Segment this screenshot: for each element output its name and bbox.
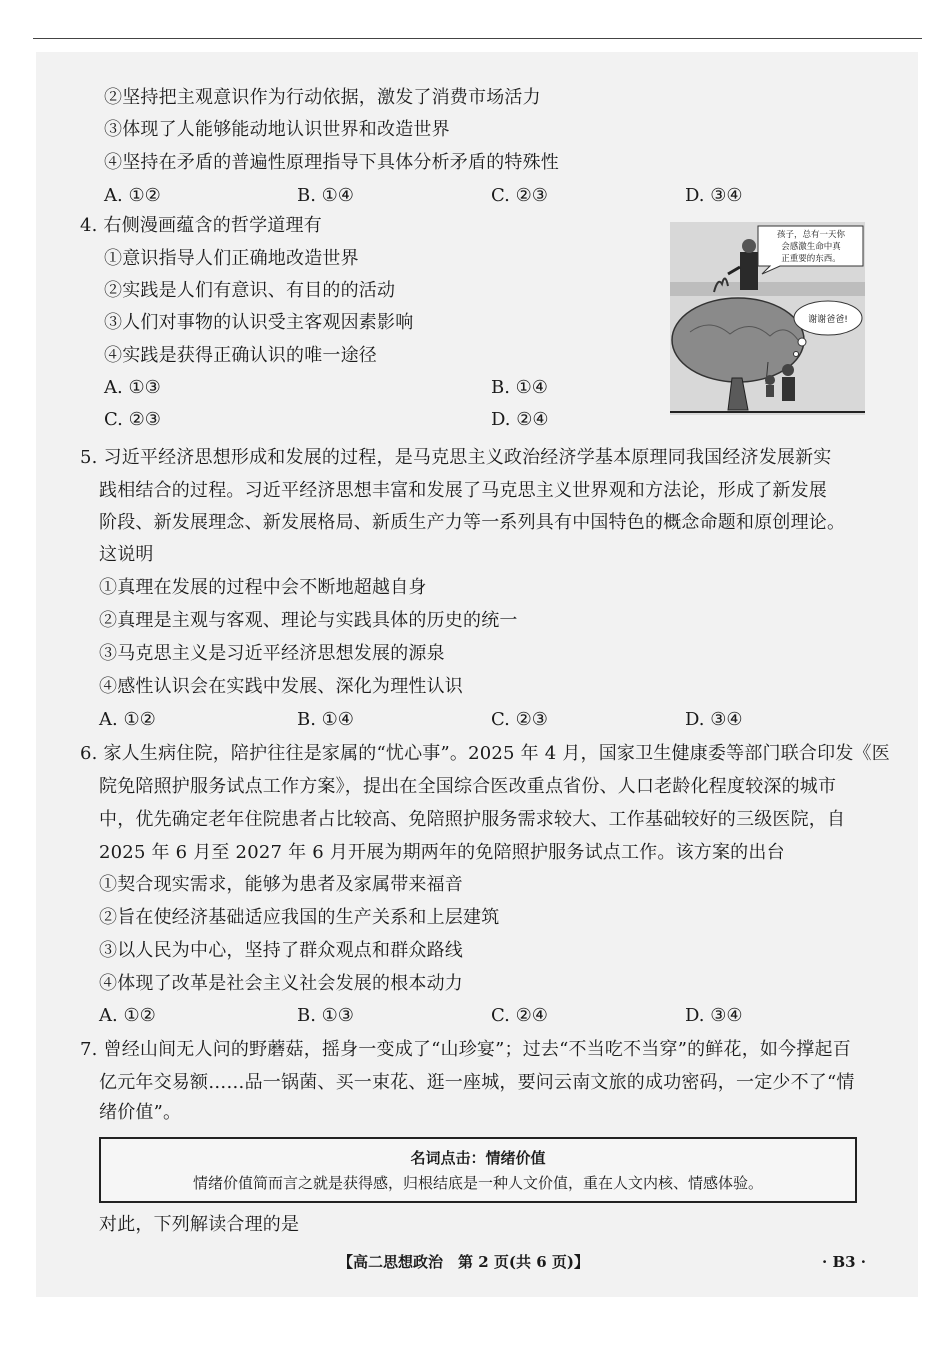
q6-option-d[interactable]: D. ③④ (685, 1005, 743, 1026)
term-explanation-box (99, 1137, 857, 1203)
q6-option-b[interactable]: B. ①③ (297, 1005, 354, 1026)
philosophy-cartoon (670, 222, 865, 415)
q5-statement-3: ③马克思主义是习近平经济思想发展的源泉 (99, 643, 445, 664)
q3-statement-4: ④坚持在矛盾的普遍性原理指导下具体分析矛盾的特殊性 (104, 152, 559, 173)
q5-stem-line-3: 阶段、新发展理念、新发展格局、新质生产力等一系列具有中国特色的概念命题和原创理论。 (99, 512, 846, 533)
q6-statement-4: ④体现了改革是社会主义社会发展的根本动力 (99, 973, 463, 994)
q4-option-d[interactable]: D. ②④ (491, 409, 549, 430)
q4-statement-1: ①意识指导人们正确地改造世界 (104, 248, 359, 269)
q5-stem-line-1: 5. 习近平经济思想形成和发展的过程，是马克思主义政治经济学基本原理同我国经济发展新实 (80, 447, 832, 468)
q5-statement-2: ②真理是主观与客观、理论与实践具体的历史的统一 (99, 610, 518, 631)
q6-stem-line-1: 6. 家人生病住院，陪护往往是家属的“忧心事”。2025 年 4 月，国家卫生健康委等部门联合印发《医 (80, 743, 890, 764)
bubble2-text: 谢谢爸爸! (808, 315, 848, 325)
term-box-title: 名词点击：情绪价值 (410, 1149, 546, 1167)
q3-option-a[interactable]: A. ①② (104, 185, 161, 206)
q6-statement-2: ②旨在使经济基础适应我国的生产关系和上层建筑 (99, 907, 500, 928)
q5-option-d[interactable]: D. ③④ (685, 709, 743, 730)
q4-option-a[interactable]: A. ①③ (104, 377, 161, 398)
term-box-body: 情绪价值简而言之就是获得感，归根结底是一种人文价值，重在人文内核、情感体验。 (192, 1174, 763, 1192)
grown-man-figure (782, 364, 794, 376)
q6-stem-line-4: 2025 年 6 月至 2027 年 6 月开展为期两年的免陪照护服务试点工作。该方案的出台 (99, 842, 785, 863)
q3-statement-2: ②坚持把主观意识作为行动依据，激发了消费市场活力 (104, 87, 541, 108)
bubble1-line3: 正重要的东西。 (781, 254, 841, 264)
q4-option-c[interactable]: C. ②③ (104, 409, 161, 430)
q6-option-a[interactable]: A. ①② (99, 1005, 156, 1026)
q3-option-d[interactable]: D. ③④ (685, 185, 743, 206)
q4-statement-2: ②实践是人们有意识、有目的的活动 (104, 280, 396, 301)
q4-stem: 4. 右侧漫画蕴含的哲学道理有 (80, 215, 322, 236)
q6-option-c[interactable]: C. ②④ (491, 1005, 548, 1026)
q6-stem-line-2: 院免陪照护服务试点工作方案》，提出在全国综合医改重点省份、人口老龄化程度较深的城市 (99, 776, 837, 797)
q5-option-a[interactable]: A. ①② (99, 709, 156, 730)
q3-option-b[interactable]: B. ①④ (297, 185, 354, 206)
q5-statement-1: ①真理在发展的过程中会不断地超越自身 (99, 577, 427, 598)
child-figure (765, 375, 775, 385)
q7-stem-line-2: 亿元年交易额……品一锅菌、买一束花、逛一座城，要问云南文旅的成功密码，一定少不了“情 (99, 1072, 855, 1093)
bubble1-line2: 会感激生命中真 (781, 242, 841, 252)
q5-stem-line-4: 这说明 (99, 544, 154, 565)
q4-statement-4: ④实践是获得正确认识的唯一途径 (104, 345, 377, 366)
q6-statement-1: ①契合现实需求，能够为患者及家属带来福音 (99, 874, 463, 895)
bubble1-line1: 孩子，总有一天你 (776, 230, 846, 240)
q7-stem-line-1: 7. 曾经山间无人问的野蘑菇，摇身一变成了“山珍宴”；过去“不当吃不当穿”的鲜花，如今撑起百 (80, 1039, 851, 1060)
q4-statement-3: ③人们对事物的认识受主客观因素影响 (104, 312, 414, 333)
q6-stem-line-3: 中，优先确定老年住院患者占比较高、免陪照护服务需求较大、工作基础较好的三级医院，自 (99, 809, 846, 830)
q5-stem-line-2: 践相结合的过程。习近平经济思想丰富和发展了马克思主义世界观和方法论，形成了新发展 (99, 480, 827, 501)
q6-statement-3: ③以人民为中心，坚持了群众观点和群众路线 (99, 940, 463, 961)
q7-prompt: 对此，下列解读合理的是 (99, 1214, 300, 1235)
q3-statement-3: ③体现了人能够能动地认识世界和改造世界 (104, 119, 450, 140)
page-footer-code: · B3 · (822, 1253, 867, 1271)
page-footer-title: 【高二思想政治 第 2 页(共 6 页)】 (338, 1253, 589, 1271)
q5-statement-4: ④感性认识会在实践中发展、深化为理性认识 (99, 676, 463, 697)
father-head (742, 239, 756, 253)
q7-stem-line-3: 绪价值”。 (99, 1102, 182, 1123)
q4-option-b[interactable]: B. ①④ (491, 377, 548, 398)
top-rule (33, 38, 922, 39)
q5-option-b[interactable]: B. ①④ (297, 709, 354, 730)
q3-option-c[interactable]: C. ②③ (491, 185, 548, 206)
father-figure (740, 252, 758, 290)
q5-option-c[interactable]: C. ②③ (491, 709, 548, 730)
